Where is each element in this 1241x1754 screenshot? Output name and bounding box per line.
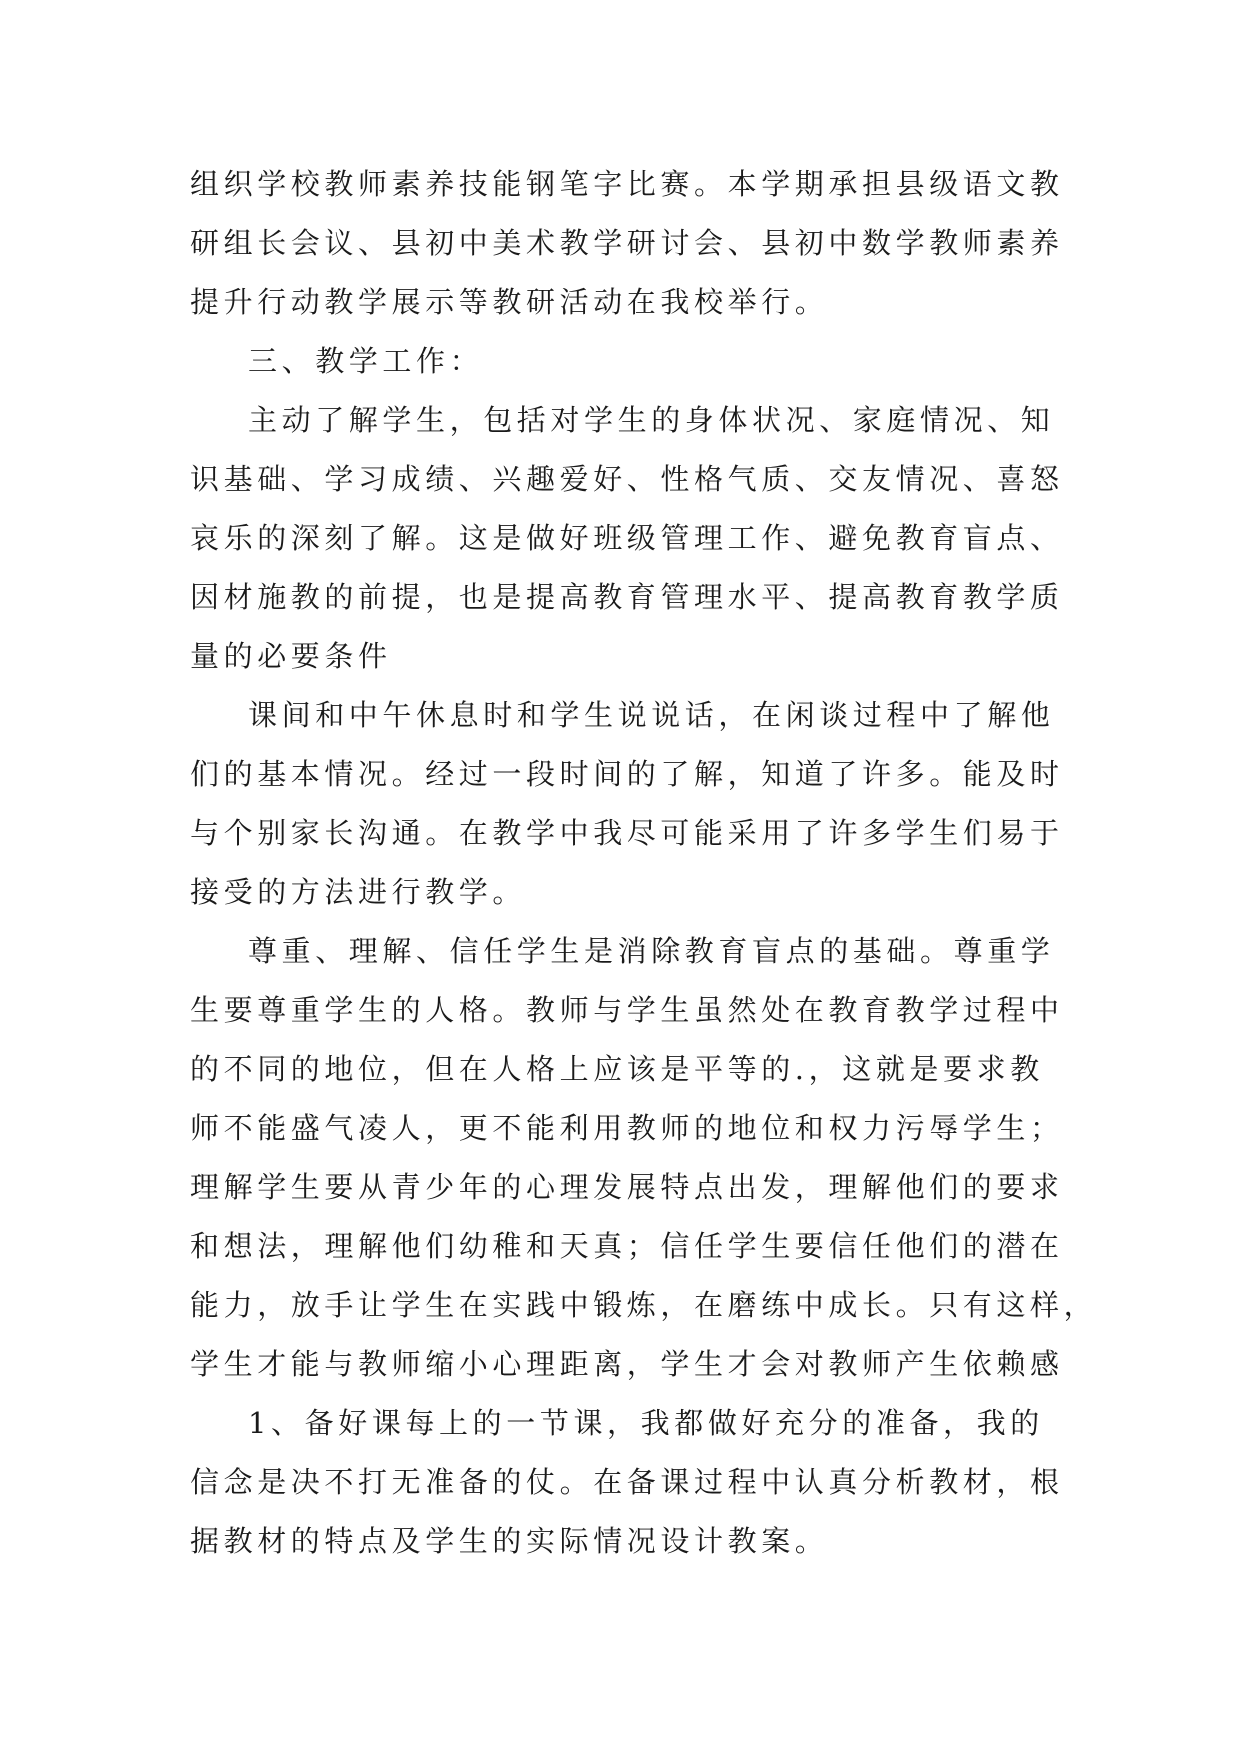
text-line: 据教材的特点及学生的实际情况设计教案。 <box>190 1524 829 1558</box>
text-line: 们的基本情况。经过一段时间的了解，知道了许多。能及时 <box>190 757 1064 791</box>
text-line: 量的必要条件 <box>190 639 392 673</box>
text-line: 研组长会议、县初中美术教学研讨会、县初中数学教师素养 <box>190 226 1064 260</box>
paragraph-lesson-preparation <box>190 1394 1064 1571</box>
text-line: 接受的方法进行教学。 <box>190 875 527 909</box>
text-line: 信念是决不打无准备的仗。在备课过程中认真分析教材，根 <box>190 1465 1064 1499</box>
text-line: 哀乐的深刻了解。这是做好班级管理工作、避免教育盲点、 <box>190 521 1064 555</box>
text-line: 与个别家长沟通。在教学中我尽可能采用了许多学生们易于 <box>190 816 1064 850</box>
paragraph-respect-students <box>190 922 1098 1394</box>
text-line: 课间和中午休息时和学生说说话，在闲谈过程中了解他 <box>248 698 1055 732</box>
text-line: 生要尊重学生的人格。教师与学生虽然处在教育教学过程中 <box>190 993 1064 1027</box>
paragraph-talk-with-students <box>190 686 1064 922</box>
text-line: 的不同的地位，但在人格上应该是平等的.，这就是要求教 <box>190 1052 1044 1086</box>
text-line: 提升行动教学展示等教研活动在我校举行。 <box>190 285 829 319</box>
text-line: 学生才能与教师缩小心理距离，学生才会对教师产生依赖感 <box>190 1347 1064 1381</box>
section-heading-teaching-work <box>190 332 1050 391</box>
text-line: 组织学校教师素养技能钢笔字比赛。本学期承担县级语文教 <box>190 167 1064 201</box>
heading-line: 三、教学工作： <box>248 344 484 378</box>
text-line: 识基础、学习成绩、兴趣爱好、性格气质、交友情况、喜怒 <box>190 462 1064 496</box>
paragraph-activities <box>190 155 1064 332</box>
text-line: 尊重、理解、信任学生是消除教育盲点的基础。尊重学 <box>248 934 1055 968</box>
text-line: 1、备好课每上的一节课，我都做好充分的准备，我的 <box>248 1406 1044 1440</box>
text-line: 能力，放手让学生在实践中锻炼，在磨练中成长。只有这样， <box>190 1288 1098 1322</box>
text-line: 师不能盛气凌人，更不能利用教师的地位和权力污辱学生； <box>190 1111 1064 1145</box>
text-line: 主动了解学生，包括对学生的身体状况、家庭情况、知 <box>248 403 1055 437</box>
text-line: 因材施教的前提，也是提高教育管理水平、提高教育教学质 <box>190 580 1064 614</box>
document-page <box>190 155 1098 1571</box>
text-line: 和想法，理解他们幼稚和天真；信任学生要信任他们的潜在 <box>190 1229 1064 1263</box>
text-line: 理解学生要从青少年的心理发展特点出发，理解他们的要求 <box>190 1170 1064 1204</box>
paragraph-understand-students <box>190 391 1064 686</box>
